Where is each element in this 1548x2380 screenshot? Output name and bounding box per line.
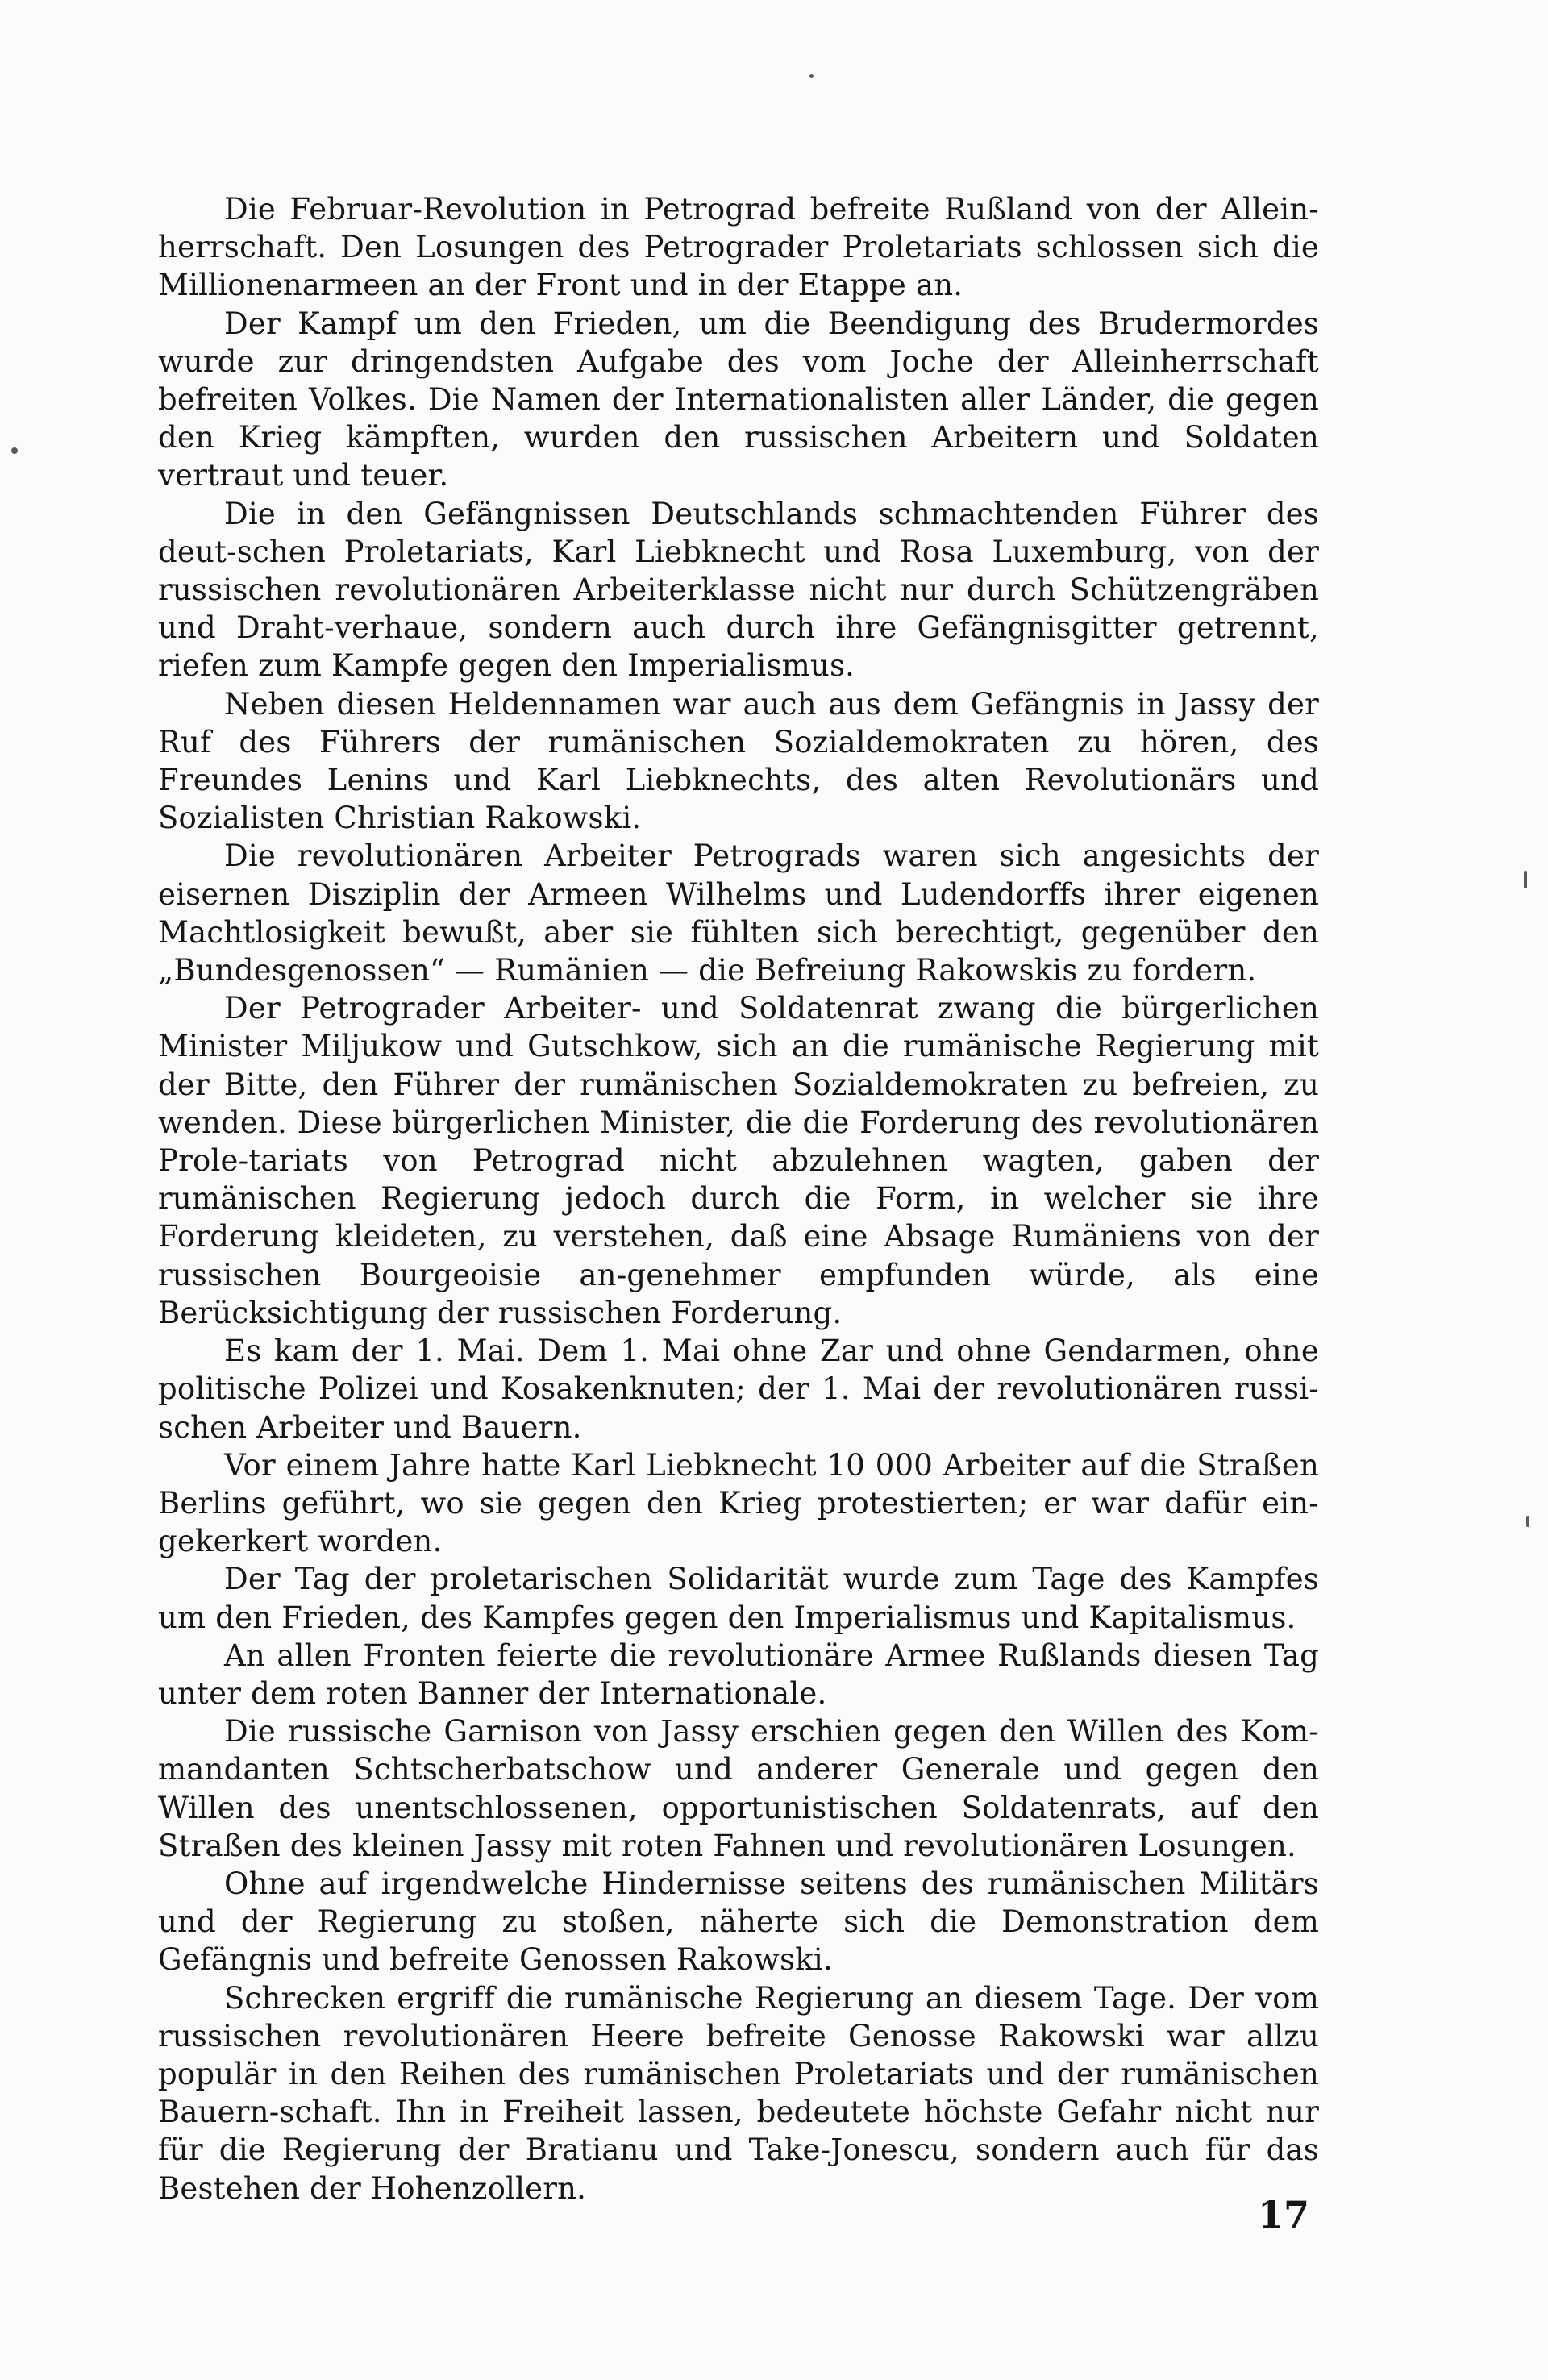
paragraph: Der Tag der proletarischen Solidarität wurde zum Tage des Kampfes um den Frieden, des Kampfes gegen den Imperialismus und Kapitalismus. [158,1562,1319,1635]
paragraph: Ohne auf irgendwelche Hindernisse seitens des rumänischen Militärs und der Regierung zu stoßen, näherte sich die Demonstration dem Gefängnis und befreite Genossen Rakowski. [158,1866,1319,1978]
paragraph: Die revolutionären Arbeiter Petrograds waren sich angesichts der eisernen Disziplin der Armeen Wilhelms und Ludendorffs ihrer eigenen Machtlosigkeit bewußt, aber sie fühlten sich berechtigt, gegenüber den „Bundesgenossen“ — Rumänien — die Befreiung Rakowskis zu fordern. [158,838,1319,988]
scan-speck [1524,871,1527,888]
scan-speck [809,74,814,78]
scan-speck [11,447,18,454]
paragraph: Neben diesen Heldennamen war auch aus dem Gefängnis in Jassy der Ruf des Führers der rumänischen Sozialdemokraten zu hören, des Freundes Lenins und Karl Liebknechts, des alten Revolutionärs und Sozialisten Christian Rakowski. [158,686,1319,836]
paragraph: Die in den Gefängnissen Deutschlands schmachtenden Führer des deut-schen Proletariats, Karl Liebknecht und Rosa Luxemburg, von der russischen revolutionären Arbeiterklasse nicht nur durch Schützengräben und Draht-verhaue, sondern auch durch ihre Gefängnisgitter getrennt, riefen zum Kampfe gegen den Imperialismus. [158,496,1319,684]
paragraph: An allen Fronten feierte die revolutionäre Armee Rußlands diesen Tag unter dem roten Banner der Internationale. [158,1637,1319,1711]
paragraph: Die Februar-Revolution in Petrograd befreite Rußland von der Allein-herrschaft. Den Losungen des Petrograder Proletariats schlossen sich die Millionenarmeen an der Front und in der Etappe an. [158,192,1319,303]
paragraph: Die russische Garnison von Jassy erschien gegen den Willen des Kom-mandanten Schtscherbatschow und anderer Generale und gegen den Willen des unentschlossenen, opportunistischen Soldatenrats, auf den Straßen des kleinen Jassy mit roten Fahnen und revolutionären Losungen. [158,1714,1319,1863]
paragraph: Schrecken ergriff die rumänische Regierung an diesem Tage. Der vom russischen revolutionären Heere befreite Genosse Rakowski war allzu populär in den Reihen des rumänischen Proletariats und der rumänischen Bauern-schaft. Ihn in Freiheit lassen, bedeutete höchste Gefahr nicht nur für die Regierung der Bratianu und Take-Jonescu, sondern auch für das Bestehen der Hohenzollern. [158,1980,1319,2206]
body-text [158,190,1319,2207]
page-number: 17 [1257,2193,1309,2236]
paragraph: Der Petrograder Arbeiter- und Soldatenrat zwang die bürgerlichen Minister Miljukow und Gutschkow, sich an die rumänische Regierung mit der Bitte, den Führer der rumänischen Sozialdemokraten zu befreien, zu wenden. Diese bürgerlichen Minister, die die Forderung des revolutionären Prole-tariats von Petrograd nicht abzulehnen wagten, gaben der rumänischen Regierung jedoch durch die Form, in welcher sie ihre Forderung kleideten, zu verstehen, daß eine Absage Rumäniens von der russischen Bourgeoisie an-genehmer empfunden würde, als eine Berücksichtigung der russischen Forderung. [158,991,1319,1330]
paragraph: Es kam der 1. Mai. Dem 1. Mai ohne Zar und ohne Gendarmen, ohne politische Polizei und Kosakenknuten; der 1. Mai der revolutionären russi-schen Arbeiter und Bauern. [158,1334,1319,1445]
scan-speck [1526,1516,1529,1527]
paragraph: Vor einem Jahre hatte Karl Liebknecht 10 000 Arbeiter auf die Straßen Berlins geführt, wo sie gegen den Krieg protestierten; er war dafür ein-gekerkert worden. [158,1447,1319,1559]
paragraph: Der Kampf um den Frieden, um die Beendigung des Brudermordes wurde zur dringendsten Aufgabe des vom Joche der Alleinherrschaft befreiten Volkes. Die Namen der Internationalisten aller Länder, die gegen den Krieg kämpften, wurden den russischen Arbeitern und Soldaten vertraut und teuer. [158,306,1319,493]
